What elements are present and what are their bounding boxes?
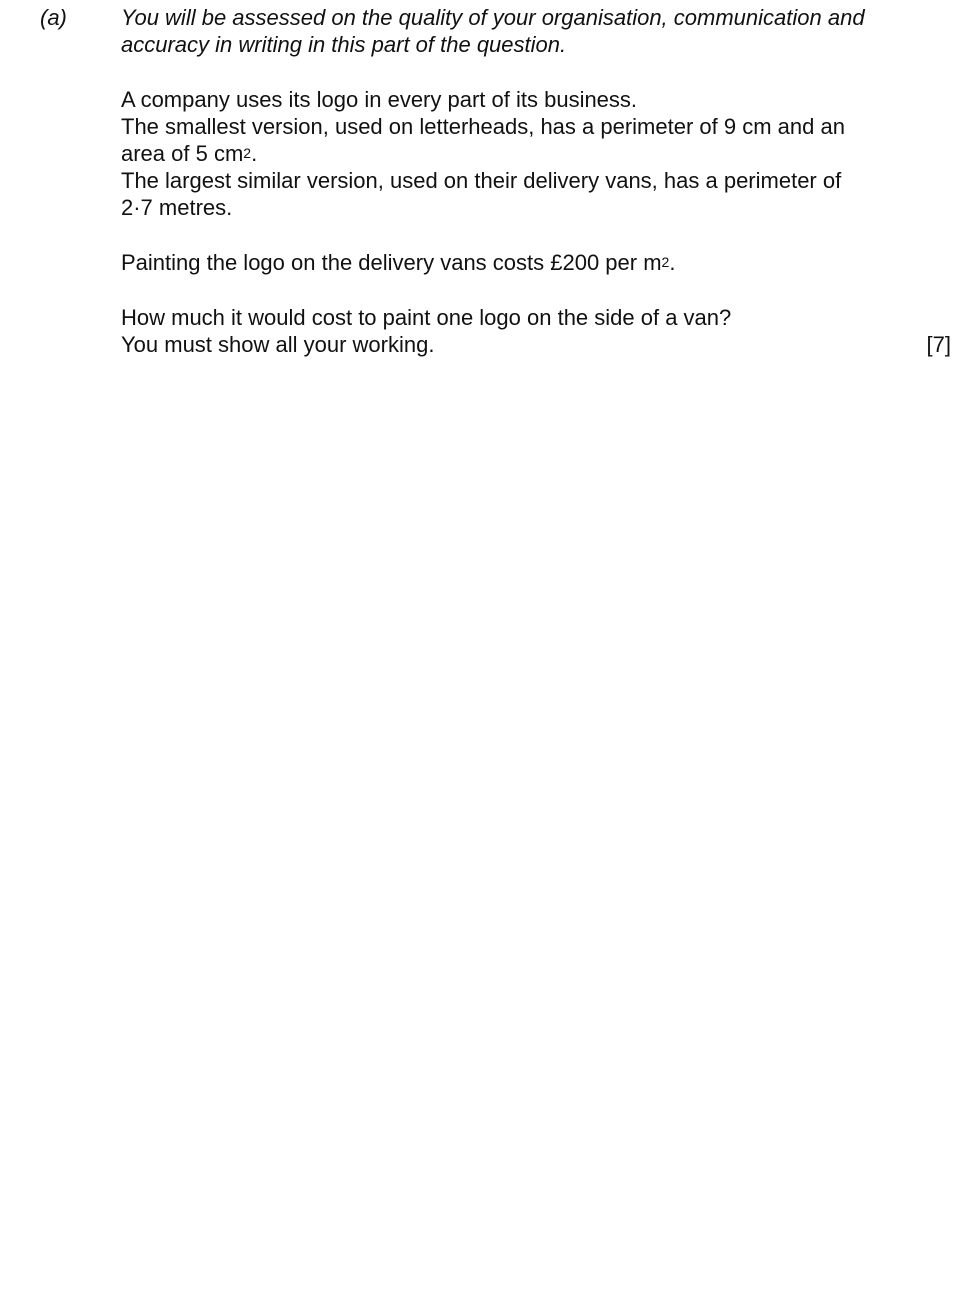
cost-line <box>121 249 951 276</box>
marks-allocation: [7] <box>926 332 951 357</box>
task-line-2: You must show all your working. <box>121 332 435 357</box>
scenario-line-4: The largest similar version, used on their delivery vans, has a perimeter of <box>121 168 842 193</box>
task-line-1: How much it would cost to paint one logo on the side of a van? <box>121 305 732 330</box>
spacer <box>121 276 951 304</box>
scenario-line-3-text: area of 5 cm <box>121 141 244 166</box>
scenario-line-5: 2·7 metres. <box>121 195 233 220</box>
scenario-line-3 <box>121 140 951 167</box>
area-unit-exponent: 2 <box>243 145 252 161</box>
cost-text: Painting the logo on the delivery vans costs £200 per m <box>121 250 662 275</box>
qwc-notice-line-1: You will be assessed on the quality of your organisation, communication and <box>121 5 865 30</box>
spacer <box>121 58 951 86</box>
cost-end: . <box>669 250 676 275</box>
part-label: (a) <box>40 5 67 30</box>
scenario-line-2: The smallest version, used on letterheads, has a perimeter of 9 cm and an <box>121 114 845 139</box>
task-line-2-row <box>121 331 951 358</box>
qwc-notice-line-2: accuracy in writing in this part of the question. <box>121 32 567 57</box>
scenario-line-1: A company uses its logo in every part of its business. <box>121 87 638 112</box>
scenario-line-3-end: . <box>251 141 258 166</box>
cost-unit-exponent: 2 <box>661 254 670 270</box>
spacer <box>121 221 951 249</box>
question-body <box>121 4 951 358</box>
